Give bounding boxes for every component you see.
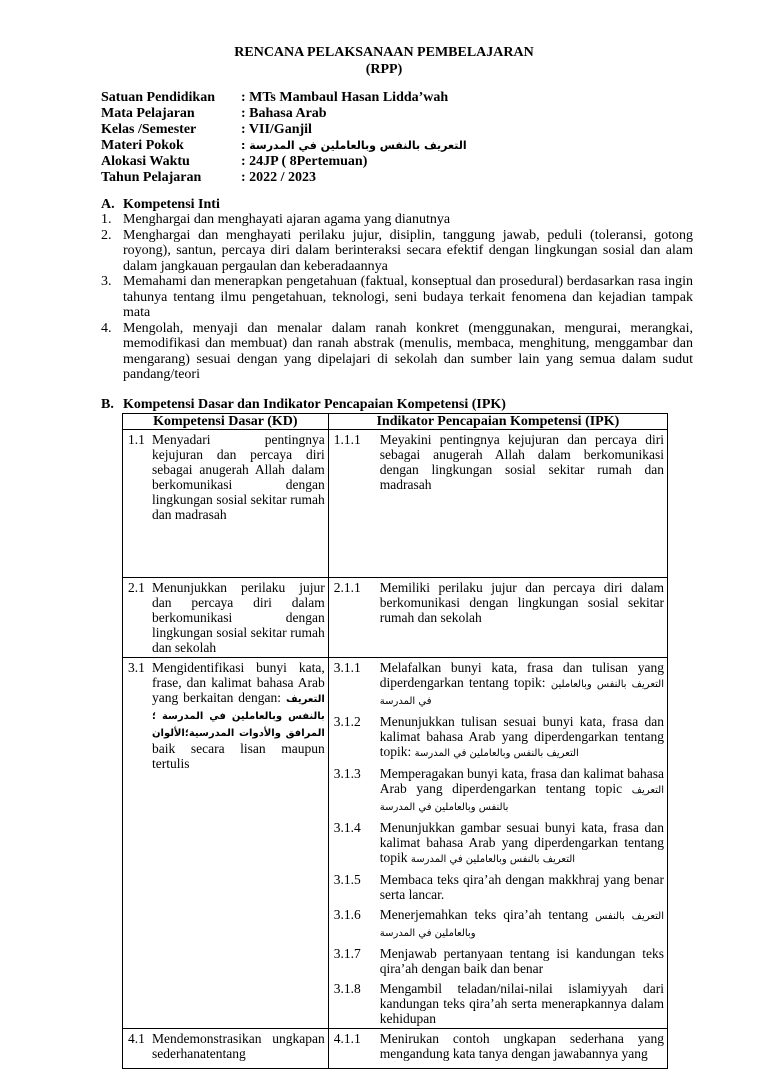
identity-row: Satuan Pendidikan : MTs Mambaul Hasan Lidda’wah [101, 90, 449, 105]
identity-row: Materi Pokok : التعريف بالنفس وبالعاملين في المدرسة [101, 138, 467, 153]
ipk-item: 3.1.2 Menunjukkan tulisan sesuai bunyi kata, frasa dan kalimat bahasa Arab yang diperdengarkan tentang topik: التعريف بالنفس وبالعاملين في المدرسة [333, 714, 664, 759]
ipk-item: 1.1.1 Meyakini pentingnya kejujuran dan percaya diri sebagai anugerah Allah dalam berkomunikasi dengan lingkungan sosial sekitar rumah dan madrasah [333, 432, 664, 492]
ipk-item: 3.1.8 Mengambil teladan/nilai-nilai islamiyyah dari kandungan teks qira’ah serta menerapkannya dalam kehidupan [333, 981, 664, 1026]
identity-block [101, 90, 467, 186]
identity-row: Tahun Pelajaran : 2022 / 2023 [101, 170, 317, 185]
table-row [123, 658, 668, 1029]
column-header-ipk: Indikator Pencapaian Kompetensi (IPK) [328, 414, 667, 430]
table-header-row [123, 414, 668, 430]
ipk-item: 4.1.1 Menirukan contoh ungkapan sederhana yang mengandung kata tanya dengan jawabannya yang [333, 1031, 664, 1061]
table-row [123, 1029, 668, 1069]
identity-row: Kelas /Semester : VII/Ganjil [101, 122, 312, 137]
competency-table [122, 413, 668, 1069]
ipk-item: 2.1.1 Memiliki perilaku jujur dan percaya diri dalam berkomunikasi dengan lingkungan sosial sekitar rumah dan sekolah [333, 580, 664, 625]
list-item: 3. Memahami dan menerapkan pengetahuan (faktual, konseptual dan prosedural) berdasarkan rasa ingin tahunya tentang ilmu pengetahuan, teknologi, seni budaya terkait fenomena dan kejadian tampak mata [101, 274, 693, 320]
document-title: RENCANA PELAKSANAAN PEMBELAJARAN [234, 45, 534, 60]
ipk-item: 3.1.3 Memperagakan bunyi kata, frasa dan kalimat bahasa Arab yang diperdengarkan tentang topic التعريف بالنفس وبالعاملين في المدرسة [333, 766, 665, 813]
section-a-heading: A. Kompetensi Inti [101, 197, 220, 212]
column-header-kd: Kompetensi Dasar (KD) [123, 414, 329, 430]
ipk-cell [328, 430, 667, 578]
list-item: 1. Menghargai dan menghayati ajaran agama yang dianutnya [101, 212, 451, 227]
arabic-topic-text: التعريف بالنفس وبالعاملين في المدرسة ؛ المرافق والأدوات المدرسية؛الألوان [152, 694, 325, 739]
table-row [123, 578, 668, 658]
ipk-item: 3.1.6 Menerjemahkan teks qira’ah tentang التعريف بالنفس وبالعاملين في المدرسة [333, 907, 664, 939]
ipk-cell [328, 578, 667, 658]
kompetensi-inti-list [101, 212, 693, 383]
kd-cell: 1.1 Menyadari pentingnya kejujuran dan percaya diri sebagai anugerah Allah dalam berkomunikasi dengan lingkungan sosial sekitar rumah dan madrasah [123, 430, 329, 578]
ipk-cell [328, 658, 667, 1029]
ipk-item: 3.1.4 Menunjukkan gambar sesuai bunyi kata, frasa dan kalimat bahasa Arab yang diperdengarkan tentang topik التعريف بالنفس وبالعاملين في المدرسة [333, 820, 664, 865]
table-row [123, 430, 668, 578]
identity-row: Alokasi Waktu : 24JP ( 8Pertemuan) [101, 154, 368, 169]
section-b-heading: B. Kompetensi Dasar dan Indikator Pencapaian Kompetensi (IPK) [101, 397, 506, 412]
ipk-cell [328, 1029, 667, 1069]
ipk-item: 3.1.7 Menjawab pertanyaan tentang isi kandungan teks qira’ah dengan baik dan benar [333, 946, 664, 976]
kd-cell: 2.1 Menunjukkan perilaku jujur dan percaya diri dalam berkomunikasi dengan lingkungan sosial sekitar rumah dan sekolah [123, 578, 329, 658]
kd-cell: 4.1 Mendemonstrasikan ungkapan sederhanatentang [123, 1029, 329, 1069]
document-subtitle: (RPP) [365, 62, 403, 77]
identity-row: Mata Pelajaran : Bahasa Arab [101, 106, 327, 121]
list-item: 4. Mengolah, menyaji dan menalar dalam ranah konkret (menggunakan, mengurai, merangkai, memodifikasi dan membuat) dan ranah abstrak (menulis, membaca, menghitung, menggambar dan mengarang) sesuai dengan yang dipelajari di sekolah dan sumber lain yang semua dalam sudut pandang/teori [101, 320, 693, 382]
ipk-item: 3.1.1 Melafalkan bunyi kata, frasa dan tulisan yang diperdengarkan tentang topik: التعريف بالنفس وبالعاملين في المدرسة [333, 660, 664, 707]
kd-cell: 3.1 Mengidentifikasi bunyi kata, frase, dan kalimat bahasa Arab yang berkaitan dengan: التعريف بالنفس وبالعاملين في المدرسة ؛ المرافق والأدوات المدرسية؛الألوان baik secara lisan maupun tertulis [123, 658, 329, 1029]
ipk-item: 3.1.5 Membaca teks qira’ah dengan makkhraj yang benar serta lancar. [333, 872, 664, 902]
list-item: 2. Menghargai dan menghayati perilaku jujur, disiplin, tanggung jawab, peduli (toleransi, gotong royong), santun, percaya diri dalam berinteraksi secara efektif dengan lingkungan sosial dan alam dalam jangkauan pergaulan dan keberadaannya [101, 227, 693, 274]
